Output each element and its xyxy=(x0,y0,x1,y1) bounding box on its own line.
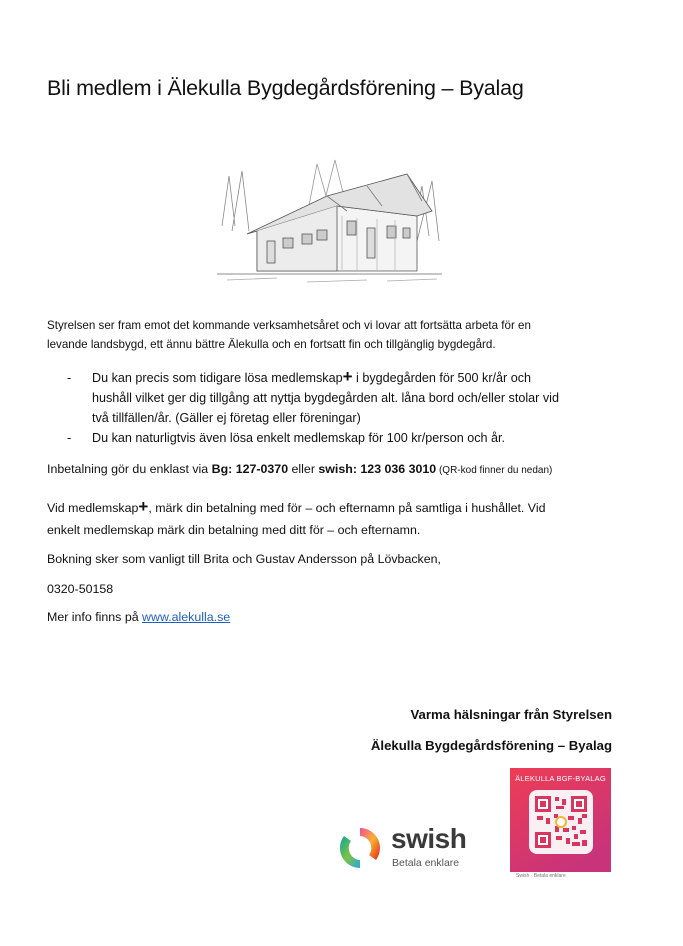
swish-qr-code-card xyxy=(510,768,611,881)
payment-info xyxy=(47,460,552,480)
single-membership-text: Du kan naturligtvis även lösa enkelt medlemskap för 100 kr/person och år. xyxy=(92,431,506,445)
bankgiro-number: Bg: 127-0370 xyxy=(211,462,289,476)
marking-text-1: Vid medlemskap xyxy=(47,501,139,515)
bullet-dash: - xyxy=(67,371,72,385)
list-item xyxy=(47,428,637,448)
marking-text-2: , märk din betalning med för – och efternamn på samtliga i hushållet. Vid xyxy=(148,501,546,515)
household-membership-text-1: Du kan precis som tidigare lösa medlemskap xyxy=(92,371,343,385)
phone-number: 0320-50158 xyxy=(47,582,114,596)
more-info xyxy=(47,608,230,627)
intro-paragraph xyxy=(47,316,531,354)
list-item xyxy=(47,368,637,428)
qr-note: (QR-kod finner du nedan) xyxy=(436,465,553,476)
booking-text: Bokning sker som vanligt till Brita och Gustav Andersson på Lövbacken, xyxy=(47,552,441,566)
household-membership-text-4: två tillfällen/år. (Gäller ej företag eller föreningar) xyxy=(92,411,361,425)
qr-card-graphic xyxy=(510,768,611,881)
payment-text-mid: eller xyxy=(288,462,319,476)
qr-card-footer: Swish · Betala enklare xyxy=(516,873,566,879)
signature-org: Älekulla Bygdegårdsförening – Byalag xyxy=(370,738,612,753)
membership-options-list xyxy=(47,368,637,448)
swish-number: swish: 123 036 3010 xyxy=(318,462,437,476)
marking-paragraph xyxy=(47,497,546,541)
greeting: Varma hälsningar från Styrelsen xyxy=(410,707,612,722)
swish-wordmark: swish xyxy=(391,823,467,854)
intro-line-1: Styrelsen ser fram emot det kommande verksamhetsåret och vi lovar att fortsätta arbeta för en xyxy=(47,319,531,332)
more-info-text: Mer info finns på xyxy=(47,610,143,624)
page-title: Bli medlem i Älekulla Bygdegårdsförening – Byalag xyxy=(47,76,524,100)
house-sketch-image xyxy=(217,156,442,286)
household-membership-text-3: hushåll vilket ger dig tillgång att nyttja bygdegården alt. låna bord och/eller stolar vid xyxy=(92,391,559,405)
website-link[interactable]: www.alekulla.se xyxy=(142,610,231,624)
payment-text: Inbetalning gör du enklast via xyxy=(47,462,212,476)
intro-line-2: levande landsbygd, ett ännu bättre Älekulla och en fortsatt fin och tillgänglig bygdegård. xyxy=(47,338,496,351)
swish-logo xyxy=(336,823,481,873)
household-membership-text-2: i bygdegården för 500 kr/år och xyxy=(352,371,532,385)
bullet-dash: - xyxy=(67,431,72,445)
swish-swirl-icon xyxy=(336,824,384,872)
plus-symbol: + xyxy=(342,367,353,386)
plus-symbol: + xyxy=(138,497,149,516)
marking-text-3: enkelt medlemskap märk din betalning med ditt för – och efternamn. xyxy=(47,523,421,537)
swish-tagline: Betala enklare xyxy=(392,857,460,869)
qr-card-header: ÄLEKULLA BGF-BYALAG xyxy=(515,774,606,783)
